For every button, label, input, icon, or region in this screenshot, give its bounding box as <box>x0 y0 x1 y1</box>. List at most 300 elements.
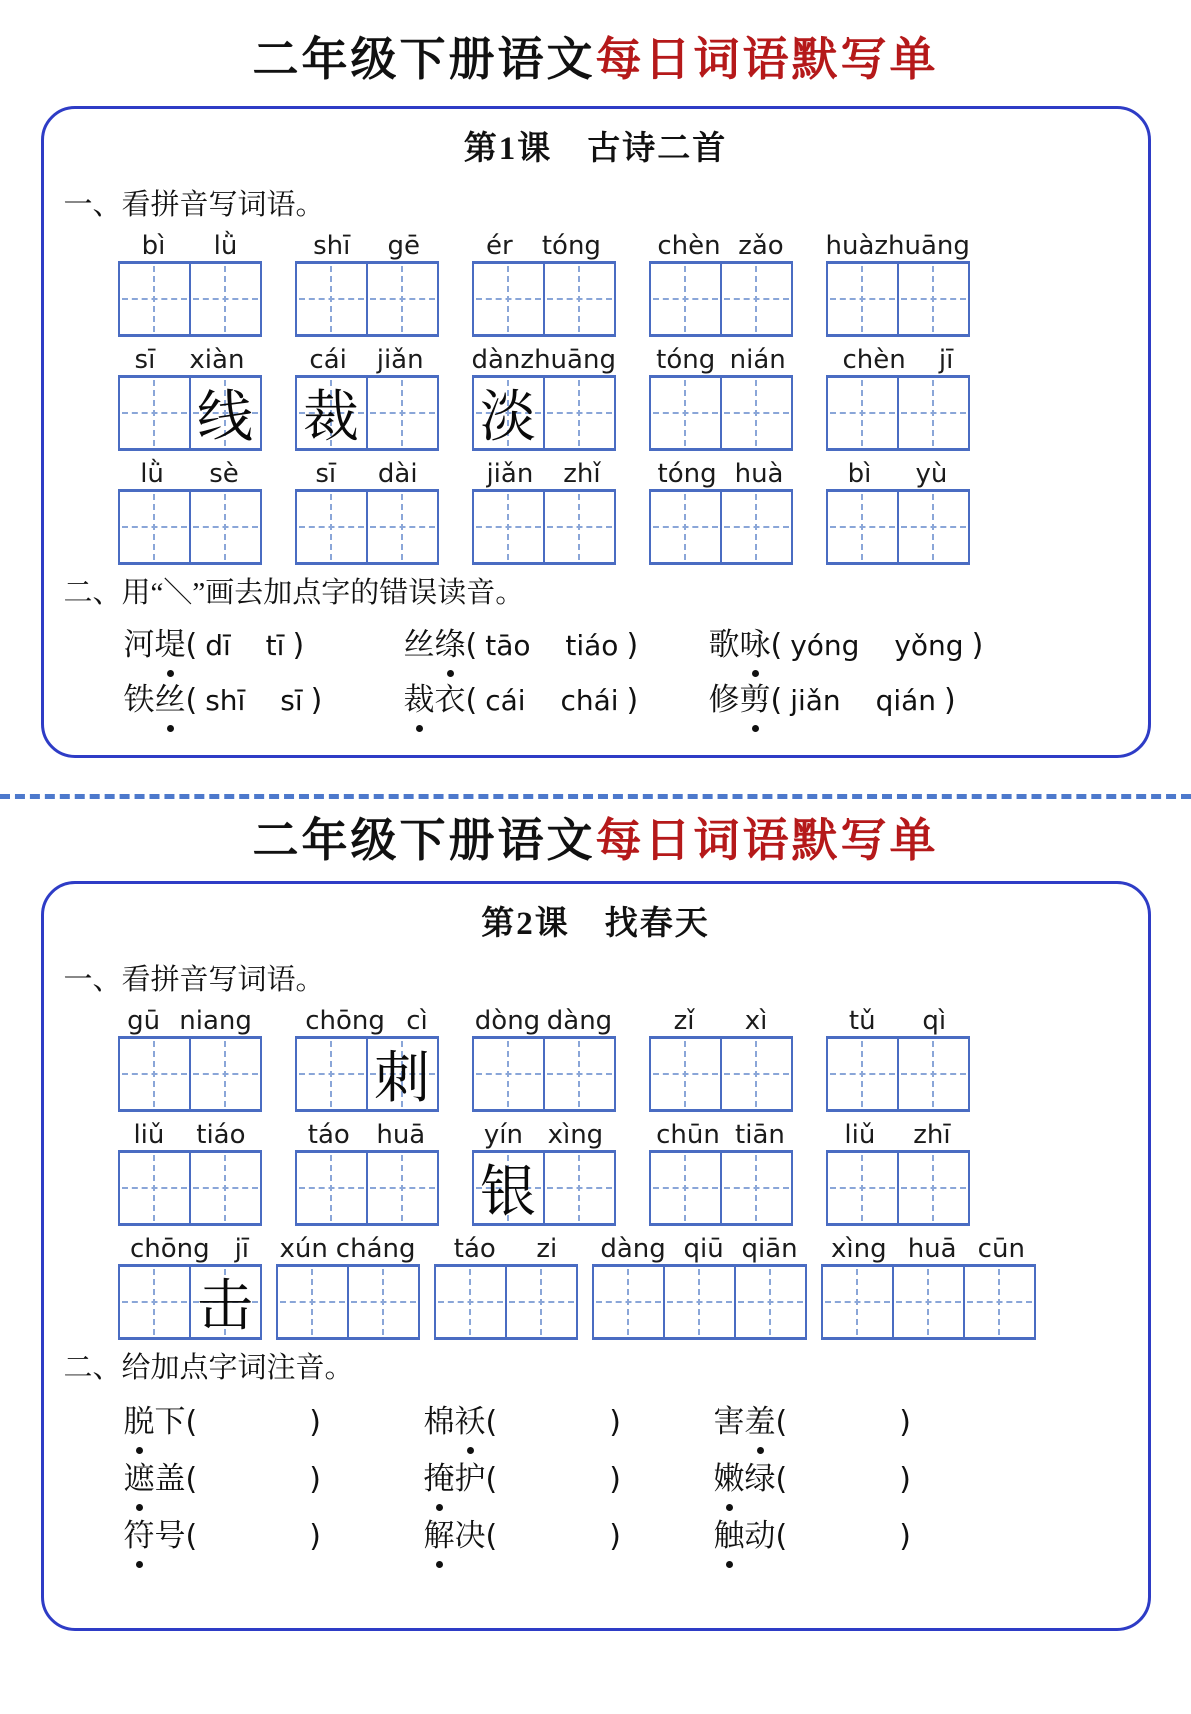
grid-cell[interactable] <box>297 492 366 562</box>
pinyin-label <box>649 1002 793 1036</box>
paren-close: ) <box>609 1519 621 1554</box>
grid-cell[interactable] <box>963 1267 1034 1337</box>
writing-grid-box[interactable] <box>295 1036 439 1112</box>
pinyin-label <box>472 1002 616 1036</box>
writing-grid-box[interactable] <box>295 1150 439 1226</box>
phonetic-word <box>714 1461 776 1496</box>
handwritten-char: 裁 <box>303 387 359 449</box>
grid-cell[interactable] <box>897 1039 968 1109</box>
grid-cell[interactable] <box>720 1153 791 1223</box>
pinyin-label <box>295 455 439 489</box>
handwritten-char <box>191 492 260 562</box>
phonetic-item <box>424 1457 714 1502</box>
word-post: 动 <box>744 1518 776 1553</box>
word-block <box>295 341 439 451</box>
writing-grid-box[interactable] <box>118 1150 262 1226</box>
grid-cell[interactable] <box>120 1267 189 1337</box>
pinyin-syllable: tóng <box>657 459 717 489</box>
pinyin-label <box>295 341 439 375</box>
grid-cell[interactable] <box>189 1153 260 1223</box>
pinyin-syllable: lǜ <box>140 459 164 489</box>
writing-grid-box[interactable] <box>118 1264 262 1340</box>
handwritten-char <box>474 1039 543 1109</box>
pinyin-label <box>472 455 616 489</box>
dotted-char: 袄 <box>455 1400 486 1444</box>
word-block <box>118 227 262 337</box>
answer-blank[interactable]: dī tī <box>205 629 285 662</box>
grid-cell[interactable] <box>823 1267 892 1337</box>
phonetic-word <box>124 627 186 662</box>
word-pre: 棉 <box>423 1404 455 1439</box>
pinyin-syllable: jiǎn <box>486 459 534 489</box>
pinyin-syllable: huā <box>376 1120 426 1150</box>
writing-grid-box[interactable] <box>472 375 616 451</box>
pinyin-syllable: yín <box>483 1120 523 1150</box>
grid-cell[interactable] <box>189 378 260 448</box>
grid-cell[interactable] <box>297 378 366 448</box>
pinyin-syllable: qiū <box>683 1234 724 1264</box>
writing-grid-box[interactable] <box>276 1264 420 1340</box>
grid-cell[interactable] <box>474 492 543 562</box>
writing-grid-box[interactable] <box>649 261 793 337</box>
phonetic-item <box>709 678 1128 723</box>
grid-cell[interactable] <box>828 264 897 334</box>
pinyin-label <box>826 1002 970 1036</box>
grid-cell[interactable] <box>120 264 189 334</box>
word-block <box>649 1116 793 1226</box>
pinyin-syllable: niang <box>179 1006 252 1036</box>
grid-cell[interactable] <box>720 492 791 562</box>
handwritten-char: 淡 <box>480 387 536 449</box>
word-post: 盖 <box>154 1461 186 1496</box>
handwritten-char <box>120 378 189 448</box>
pinyin-syllable: sī <box>134 345 156 375</box>
phonetic-item <box>404 678 709 723</box>
pinyin-syllable: cūn <box>977 1234 1025 1264</box>
handwritten-char <box>297 264 366 334</box>
handwritten-char: 击 <box>197 1276 253 1338</box>
grid-cell[interactable] <box>366 378 437 448</box>
word-block <box>118 1230 262 1340</box>
grid-cell[interactable] <box>651 492 720 562</box>
handwritten-char <box>651 492 720 562</box>
writing-grid-box[interactable] <box>821 1264 1036 1340</box>
handwritten-char <box>278 1267 347 1337</box>
writing-grid-box[interactable] <box>826 375 970 451</box>
writing-grid-box[interactable] <box>118 375 262 451</box>
lesson-title: 第1课 古诗二首 <box>463 131 728 167</box>
handwritten-char <box>545 264 614 334</box>
phonetic-word <box>424 1518 486 1553</box>
grid-cell[interactable] <box>543 264 614 334</box>
grid-cell[interactable] <box>720 264 791 334</box>
handwritten-char <box>368 264 437 334</box>
pinyin-label <box>649 227 793 261</box>
answer-blank[interactable]: jiǎn qián <box>790 684 937 717</box>
grid-cell[interactable] <box>828 378 897 448</box>
paren-close: ) <box>944 683 956 718</box>
grid-cell[interactable] <box>366 492 437 562</box>
handwritten-char <box>120 1153 189 1223</box>
grid-cell[interactable] <box>897 492 968 562</box>
handwritten-char <box>368 1153 437 1223</box>
pinyin-row <box>118 1116 1128 1226</box>
handwritten-char <box>191 264 260 334</box>
writing-grid-box[interactable] <box>592 1264 807 1340</box>
pinyin-syllable: zi <box>536 1234 558 1264</box>
pinyin-label <box>295 1116 439 1150</box>
handwritten-char <box>899 1153 968 1223</box>
handwritten-char <box>297 1153 366 1223</box>
grid-cell[interactable] <box>474 378 543 448</box>
writing-grid-box[interactable] <box>472 1150 616 1226</box>
phonetic-item <box>404 623 709 668</box>
grid-cell[interactable] <box>505 1267 576 1337</box>
handwritten-char <box>828 378 897 448</box>
handwritten-char <box>120 492 189 562</box>
answer-blank[interactable]: tāo tiáo <box>485 629 619 662</box>
grid-cell[interactable] <box>189 492 260 562</box>
paren-close: ) <box>609 1462 621 1497</box>
pinyin-syllable: yù <box>915 459 948 489</box>
phonetic-word <box>124 1404 186 1439</box>
phonetic-word <box>709 627 771 662</box>
pinyin-syllable: chūn <box>656 1120 720 1150</box>
pinyin-label <box>434 1230 578 1264</box>
handwritten-char <box>722 378 791 448</box>
phonetic-word <box>424 1461 486 1496</box>
pinyin-syllable: jī <box>938 345 954 375</box>
grid-cell[interactable] <box>189 1039 260 1109</box>
grid-cell[interactable] <box>120 1039 189 1109</box>
handwritten-char: 银 <box>480 1162 536 1224</box>
pinyin-label <box>276 1230 420 1264</box>
grid-cell[interactable] <box>892 1267 963 1337</box>
pinyin-syllable: xiàn <box>189 345 245 375</box>
word-post: 下 <box>154 1404 186 1439</box>
pinyin-label <box>295 227 439 261</box>
grid-cell[interactable] <box>543 1039 614 1109</box>
word-block <box>118 1002 262 1112</box>
handwritten-char <box>191 1039 260 1109</box>
pinyin-label <box>472 227 616 261</box>
handwritten-char <box>349 1267 418 1337</box>
handwritten-char <box>899 492 968 562</box>
handwritten-char <box>899 378 968 448</box>
handwritten-char <box>545 1153 614 1223</box>
writing-grid-box[interactable] <box>649 489 793 565</box>
pinyin-label <box>472 1116 616 1150</box>
grid-cell[interactable] <box>120 378 189 448</box>
pinyin-syllable: nián <box>729 345 786 375</box>
grid-cell[interactable] <box>297 1039 366 1109</box>
paren-close: ) <box>626 683 639 718</box>
pinyin-syllable: gē <box>387 231 420 261</box>
pinyin-label <box>649 1116 793 1150</box>
pinyin-syllable: jiǎn <box>376 345 424 375</box>
word-block <box>826 227 970 337</box>
paren-close: ) <box>309 1519 321 1554</box>
phonetic-word <box>714 1404 776 1439</box>
pinyin-syllable: xún <box>279 1234 328 1264</box>
pinyin-syllable: qì <box>922 1006 947 1036</box>
grid-cell[interactable] <box>651 1039 720 1109</box>
phonetic-row <box>124 1457 1128 1502</box>
writing-grid-box[interactable] <box>295 375 439 451</box>
grid-cell[interactable] <box>720 1039 791 1109</box>
pinyin-row <box>118 1002 1128 1112</box>
word-pre: 修 <box>708 682 740 717</box>
page-title <box>0 811 1191 871</box>
grid-cell[interactable] <box>543 1153 614 1223</box>
grid-cell[interactable] <box>366 264 437 334</box>
writing-grid-box[interactable] <box>472 261 616 337</box>
handwritten-char <box>823 1267 892 1337</box>
writing-grid-box[interactable] <box>472 1036 616 1112</box>
grid-cell[interactable] <box>436 1267 505 1337</box>
pinyin-exercise <box>64 227 1128 565</box>
writing-grid-box[interactable] <box>472 489 616 565</box>
pinyin-syllable: huā <box>907 1234 957 1264</box>
pinyin-label <box>118 227 262 261</box>
phonetic-item <box>424 1400 714 1445</box>
dotted-char: 嫩 <box>714 1457 745 1501</box>
writing-grid-box[interactable] <box>826 1150 970 1226</box>
handwritten-char <box>965 1267 1034 1337</box>
grid-cell[interactable] <box>651 378 720 448</box>
paren-open: ( <box>485 1405 498 1440</box>
handwritten-char <box>722 1153 791 1223</box>
pinyin-syllable: xì <box>744 1006 768 1036</box>
pinyin-label <box>118 455 262 489</box>
writing-grid-box[interactable] <box>295 489 439 565</box>
pinyin-syllable: cháng <box>335 1234 416 1264</box>
phonetic-item <box>124 623 404 668</box>
word-block <box>649 1002 793 1112</box>
pinyin-syllable: táo <box>453 1234 496 1264</box>
pinyin-syllable: gū <box>127 1006 161 1036</box>
word-block <box>118 341 262 451</box>
word-pre: 铁 <box>123 682 155 717</box>
answer-blank[interactable]: yóng yǒng <box>790 629 964 662</box>
grid-cell[interactable] <box>734 1267 805 1337</box>
pinyin-syllable: cì <box>406 1006 428 1036</box>
answer-blank[interactable]: shī sī <box>205 684 303 717</box>
pinyin-syllable: sè <box>209 459 239 489</box>
grid-cell[interactable] <box>474 1153 543 1223</box>
phonetic-word <box>124 682 186 717</box>
writing-grid-box[interactable] <box>649 375 793 451</box>
writing-grid-box[interactable] <box>826 489 970 565</box>
phonetic-item <box>124 1457 424 1502</box>
grid-cell[interactable] <box>474 264 543 334</box>
handwritten-char <box>828 492 897 562</box>
word-block <box>472 455 616 565</box>
word-block <box>826 341 970 451</box>
handwritten-char <box>722 1039 791 1109</box>
handwritten-char <box>474 492 543 562</box>
pinyin-label <box>826 1116 970 1150</box>
pinyin-syllable: dài <box>377 459 418 489</box>
grid-cell[interactable] <box>278 1267 347 1337</box>
handwritten-char <box>368 378 437 448</box>
pinyin-label <box>826 341 970 375</box>
handwritten-char <box>191 1153 260 1223</box>
grid-cell[interactable] <box>543 492 614 562</box>
page-title-red: 每日词语默写单 <box>595 815 939 866</box>
handwritten-char <box>297 492 366 562</box>
grid-cell[interactable] <box>347 1267 418 1337</box>
grid-cell[interactable] <box>543 378 614 448</box>
writing-grid-box[interactable] <box>826 1036 970 1112</box>
paren-close: ) <box>971 628 984 663</box>
handwritten-char <box>651 378 720 448</box>
grid-cell[interactable] <box>897 378 968 448</box>
paren-open: ( <box>185 1405 198 1440</box>
paren-close: ) <box>899 1519 911 1554</box>
writing-grid-box[interactable] <box>295 261 439 337</box>
worksheet-card-lesson1 <box>41 106 1151 758</box>
grid-cell[interactable] <box>897 1153 968 1223</box>
writing-grid-box[interactable] <box>118 489 262 565</box>
pinyin-syllable: chèn <box>657 231 721 261</box>
page-title-black: 二年级下册语文 <box>252 815 596 866</box>
grid-cell[interactable] <box>297 1153 366 1223</box>
word-block <box>295 1116 439 1226</box>
paren-close: ) <box>309 1462 321 1497</box>
phonetic-row <box>124 623 1128 668</box>
paren-close: ) <box>609 1405 621 1440</box>
writing-grid-box[interactable] <box>434 1264 578 1340</box>
word-block <box>649 227 793 337</box>
grid-cell[interactable] <box>189 1267 260 1337</box>
pinyin-row <box>118 341 1128 451</box>
paren-close: ) <box>899 1462 911 1497</box>
pinyin-syllable: dòng <box>474 1006 541 1036</box>
word-block <box>118 455 262 565</box>
grid-cell[interactable] <box>474 1039 543 1109</box>
word-block <box>472 227 616 337</box>
phonetic-word <box>124 1518 186 1553</box>
word-block <box>295 227 439 337</box>
pinyin-syllable: xìng <box>547 1120 604 1150</box>
pinyin-syllable: dàn <box>471 345 521 375</box>
grid-cell[interactable] <box>828 1039 897 1109</box>
pinyin-syllable: zǎo <box>738 231 784 261</box>
phonetic-word <box>709 682 771 717</box>
grid-cell[interactable] <box>663 1267 734 1337</box>
dotted-char: 丝 <box>155 678 186 722</box>
exercise2-heading: 二、用“＼”画去加点字的错误读音。 <box>63 577 525 609</box>
handwritten-char <box>120 1267 189 1337</box>
grid-cell[interactable] <box>828 492 897 562</box>
dotted-char: 触 <box>714 1514 745 1558</box>
grid-cell[interactable] <box>120 1153 189 1223</box>
pinyin-syllable: huà <box>734 459 784 489</box>
phonetic-word <box>124 1461 186 1496</box>
writing-grid-box[interactable] <box>649 1036 793 1112</box>
word-block <box>434 1230 578 1340</box>
grid-cell[interactable] <box>594 1267 663 1337</box>
pinyin-label <box>118 1230 262 1264</box>
word-pre: 害 <box>713 1404 745 1439</box>
writing-grid-box[interactable] <box>118 261 262 337</box>
dotted-char: 掩 <box>424 1457 455 1501</box>
pinyin-syllable: dàng <box>600 1234 666 1264</box>
paren-open: ( <box>775 1519 788 1554</box>
phonetic-row <box>124 678 1128 723</box>
pinyin-syllable: sī <box>315 459 337 489</box>
pinyin-syllable: táo <box>307 1120 350 1150</box>
grid-cell[interactable] <box>120 492 189 562</box>
phonetic-item <box>714 1400 1128 1445</box>
handwritten-char <box>651 1039 720 1109</box>
writing-grid-box[interactable] <box>826 261 970 337</box>
grid-cell[interactable] <box>297 264 366 334</box>
phonetic-item <box>124 1514 424 1559</box>
phonetic-row <box>124 1400 1128 1445</box>
handwritten-char <box>368 492 437 562</box>
word-block <box>826 1002 970 1112</box>
handwritten-char <box>120 1039 189 1109</box>
paren-open: ( <box>485 1462 498 1497</box>
grid-cell[interactable] <box>366 1039 437 1109</box>
grid-cell[interactable] <box>720 378 791 448</box>
handwritten-char <box>651 264 720 334</box>
page-title-black: 二年级下册语文 <box>252 34 596 85</box>
word-block <box>472 1116 616 1226</box>
word-block <box>592 1230 807 1340</box>
paren-open: ( <box>185 683 198 718</box>
handwritten-char <box>545 492 614 562</box>
pinyin-row <box>118 455 1128 565</box>
answer-blank[interactable]: cái chái <box>485 684 619 717</box>
writing-grid-box[interactable] <box>118 1036 262 1112</box>
word-block <box>276 1230 420 1340</box>
pinyin-syllable: lǜ <box>213 231 238 261</box>
paren-open: ( <box>465 683 478 718</box>
phonetic-item <box>714 1457 1128 1502</box>
paren-open: ( <box>185 628 198 663</box>
grid-cell[interactable] <box>189 264 260 334</box>
handwritten-char <box>828 1153 897 1223</box>
handwritten-char <box>474 264 543 334</box>
pinyin-syllable: bì <box>847 459 872 489</box>
grid-cell[interactable] <box>651 264 720 334</box>
grid-cell[interactable] <box>366 1153 437 1223</box>
exercise1-heading: 一、看拼音写词语。 <box>63 964 325 996</box>
pinyin-syllable: shī <box>313 231 351 261</box>
phonetic-row <box>124 1514 1128 1559</box>
grid-cell[interactable] <box>651 1153 720 1223</box>
pinyin-syllable: zhuāng <box>520 345 616 375</box>
word-pre: 丝 <box>403 627 435 662</box>
grid-cell[interactable] <box>897 264 968 334</box>
dotted-char: 咏 <box>740 623 771 667</box>
dotted-char: 剪 <box>740 678 771 722</box>
handwritten-char <box>722 264 791 334</box>
writing-grid-box[interactable] <box>649 1150 793 1226</box>
word-block <box>295 455 439 565</box>
dotted-char: 羞 <box>745 1400 776 1444</box>
handwritten-char <box>894 1267 963 1337</box>
pinyin-syllable: zǐ <box>673 1006 695 1036</box>
paren-open: ( <box>775 1462 788 1497</box>
phonetic-word <box>424 1404 486 1439</box>
word-post: 号 <box>154 1518 186 1553</box>
grid-cell[interactable] <box>828 1153 897 1223</box>
handwritten-char <box>545 1039 614 1109</box>
